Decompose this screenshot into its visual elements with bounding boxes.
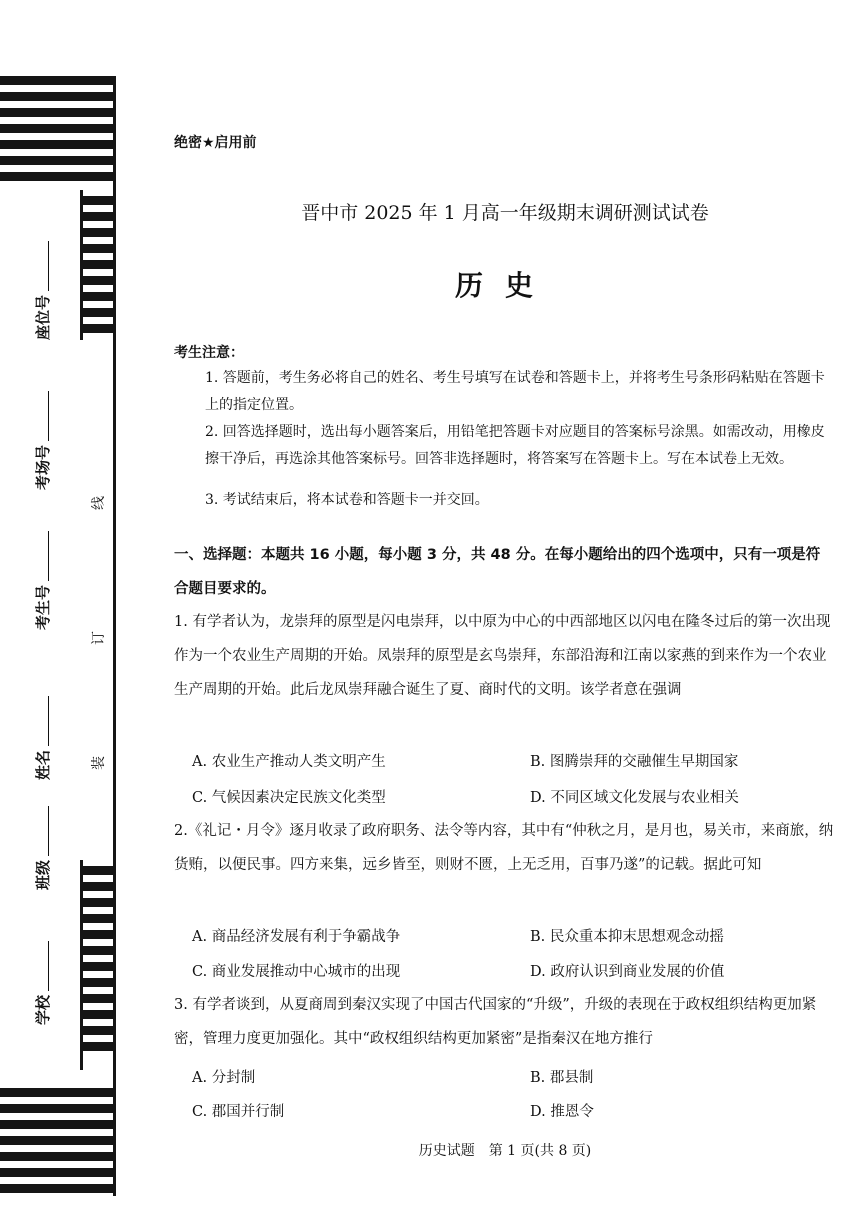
bind-mark-zhuang: 装 <box>91 756 107 770</box>
bind-mark-ding: 订 <box>91 631 107 645</box>
bind-bar <box>0 108 115 117</box>
notice-heading: 考生注意： <box>174 345 244 361</box>
bind-bar <box>80 196 116 205</box>
question-1-option-a: A. 农业生产推动人类文明产生 <box>192 754 386 770</box>
section-title: 一、选择题：本题共 16 小题，每小题 3 分，共 48 分。在每小题给出的四个选项中，只有一项是符合题目要求的。 <box>174 547 821 597</box>
bind-bar <box>0 1104 115 1113</box>
question-1-stem: 1. 有学者认为，龙崇拜的原型是闪电崇拜，以中原为中心的中西部地区以闪电在隆冬过后的第一次出现作为一个农业生产周期的开始。凤崇拜的原型是玄鸟崇拜，东部沿海和江南以家燕的到来作为一个农业生产周期的开始。此后龙凤崇拜融合诞生了夏、商时代的文明。该学者意在强调 <box>174 614 831 698</box>
bind-bar <box>0 1152 115 1161</box>
bind-bar <box>0 124 115 133</box>
bind-bar <box>0 172 115 181</box>
seat-number-field[interactable]: 座位号 <box>32 241 53 340</box>
bind-mark-xian: 线 <box>91 496 107 510</box>
bind-bar <box>0 1184 115 1193</box>
bind-bar <box>80 866 116 875</box>
question-1-option-b: B. 图腾崇拜的交融催生早期国家 <box>530 754 739 770</box>
question-1-option-d: D. 不同区域文化发展与农业相关 <box>530 790 739 806</box>
bind-bar <box>80 212 116 221</box>
bind-bar <box>0 1088 115 1097</box>
question-2-option-a: A. 商品经济发展有利于争霸战争 <box>192 929 401 945</box>
bind-bar <box>0 1136 115 1145</box>
bind-bar <box>80 1042 116 1051</box>
confidential-label: 绝密★启用前 <box>174 135 257 151</box>
bind-bar <box>80 244 116 253</box>
bind-bar <box>80 276 116 285</box>
bind-bar <box>80 994 116 1003</box>
bind-bar <box>80 228 116 237</box>
bind-bar <box>80 962 116 971</box>
question-3-option-a: A. 分封制 <box>192 1070 256 1086</box>
notice-item: 2. 回答选择题时，选出每小题答案后，用铅笔把答题卡对应题目的答案标号涂黑。如需改动，用橡皮擦干净后，再选涂其他答案标号。回答非选择题时，将答案写在答题卡上。写在本试卷上无效。 <box>205 424 825 467</box>
page-footer: 历史试题 第 1 页(共 8 页) <box>418 1143 592 1159</box>
subject-title: 历史 <box>454 269 555 302</box>
bind-bar <box>80 324 116 333</box>
bind-bar <box>80 946 116 955</box>
question-3-stem: 3. 有学者谈到，从夏商周到秦汉实现了中国古代国家的“升级”，升级的表现在于政权组织结构更加紧密，管理力度更加强化。其中“政权组织结构更加紧密”是指秦汉在地方推行 <box>174 997 817 1047</box>
bind-bar <box>0 1120 115 1129</box>
bind-bar <box>80 930 116 939</box>
bind-bar <box>80 882 116 891</box>
question-2-option-d: D. 政府认识到商业发展的价值 <box>530 964 725 980</box>
class-field[interactable]: 班级 <box>32 806 53 890</box>
notice-item: 3. 考试结束后，将本试卷和答题卡一并交回。 <box>205 492 489 508</box>
question-3-option-b: B. 郡县制 <box>530 1070 594 1086</box>
bind-bar <box>0 140 115 149</box>
question-3-option-d: D. 推恩令 <box>530 1104 594 1120</box>
question-2-stem: 2.《礼记・月令》逐月收录了政府职务、法令等内容，其中有“仲秋之月，是月也，易关市，来商旅，纳货贿，以便民事。四方来集，远乡皆至，则财不匮，上无乏用，百事乃遂”的记载。据此可知 <box>174 823 834 873</box>
exam-room-field[interactable]: 考场号 <box>32 391 53 490</box>
question-2-option-b: B. 民众重本抑末思想观念动摇 <box>530 929 724 945</box>
bind-bar <box>80 1026 116 1035</box>
question-3-option-c: C. 郡国并行制 <box>192 1104 285 1120</box>
bind-bar <box>80 308 116 317</box>
bind-bar <box>80 914 116 923</box>
bind-bar <box>80 292 116 301</box>
bind-bar <box>0 1168 115 1177</box>
name-field[interactable]: 姓名 <box>32 696 53 780</box>
candidate-number-field[interactable]: 考生号 <box>32 531 53 630</box>
question-2-option-c: C. 商业发展推动中心城市的出现 <box>192 964 401 980</box>
school-field[interactable]: 学校 <box>32 941 53 1025</box>
bind-bar <box>80 1010 116 1019</box>
exam-title: 晋中市 2025 年 1 月高一年级期末调研测试试卷 <box>301 202 709 224</box>
bind-bar <box>0 156 115 165</box>
notice-item: 1. 答题前，考生务必将自己的姓名、考生号填写在试卷和答题卡上，并将考生号条形码粘贴在答题卡上的指定位置。 <box>205 370 825 413</box>
binding-strip <box>0 0 130 1227</box>
bind-bar <box>80 898 116 907</box>
bind-bar <box>80 260 116 269</box>
bind-bar <box>0 76 115 85</box>
bind-bar <box>80 978 116 987</box>
bind-bar <box>0 92 115 101</box>
question-1-option-c: C. 气候因素决定民族文化类型 <box>192 790 386 806</box>
